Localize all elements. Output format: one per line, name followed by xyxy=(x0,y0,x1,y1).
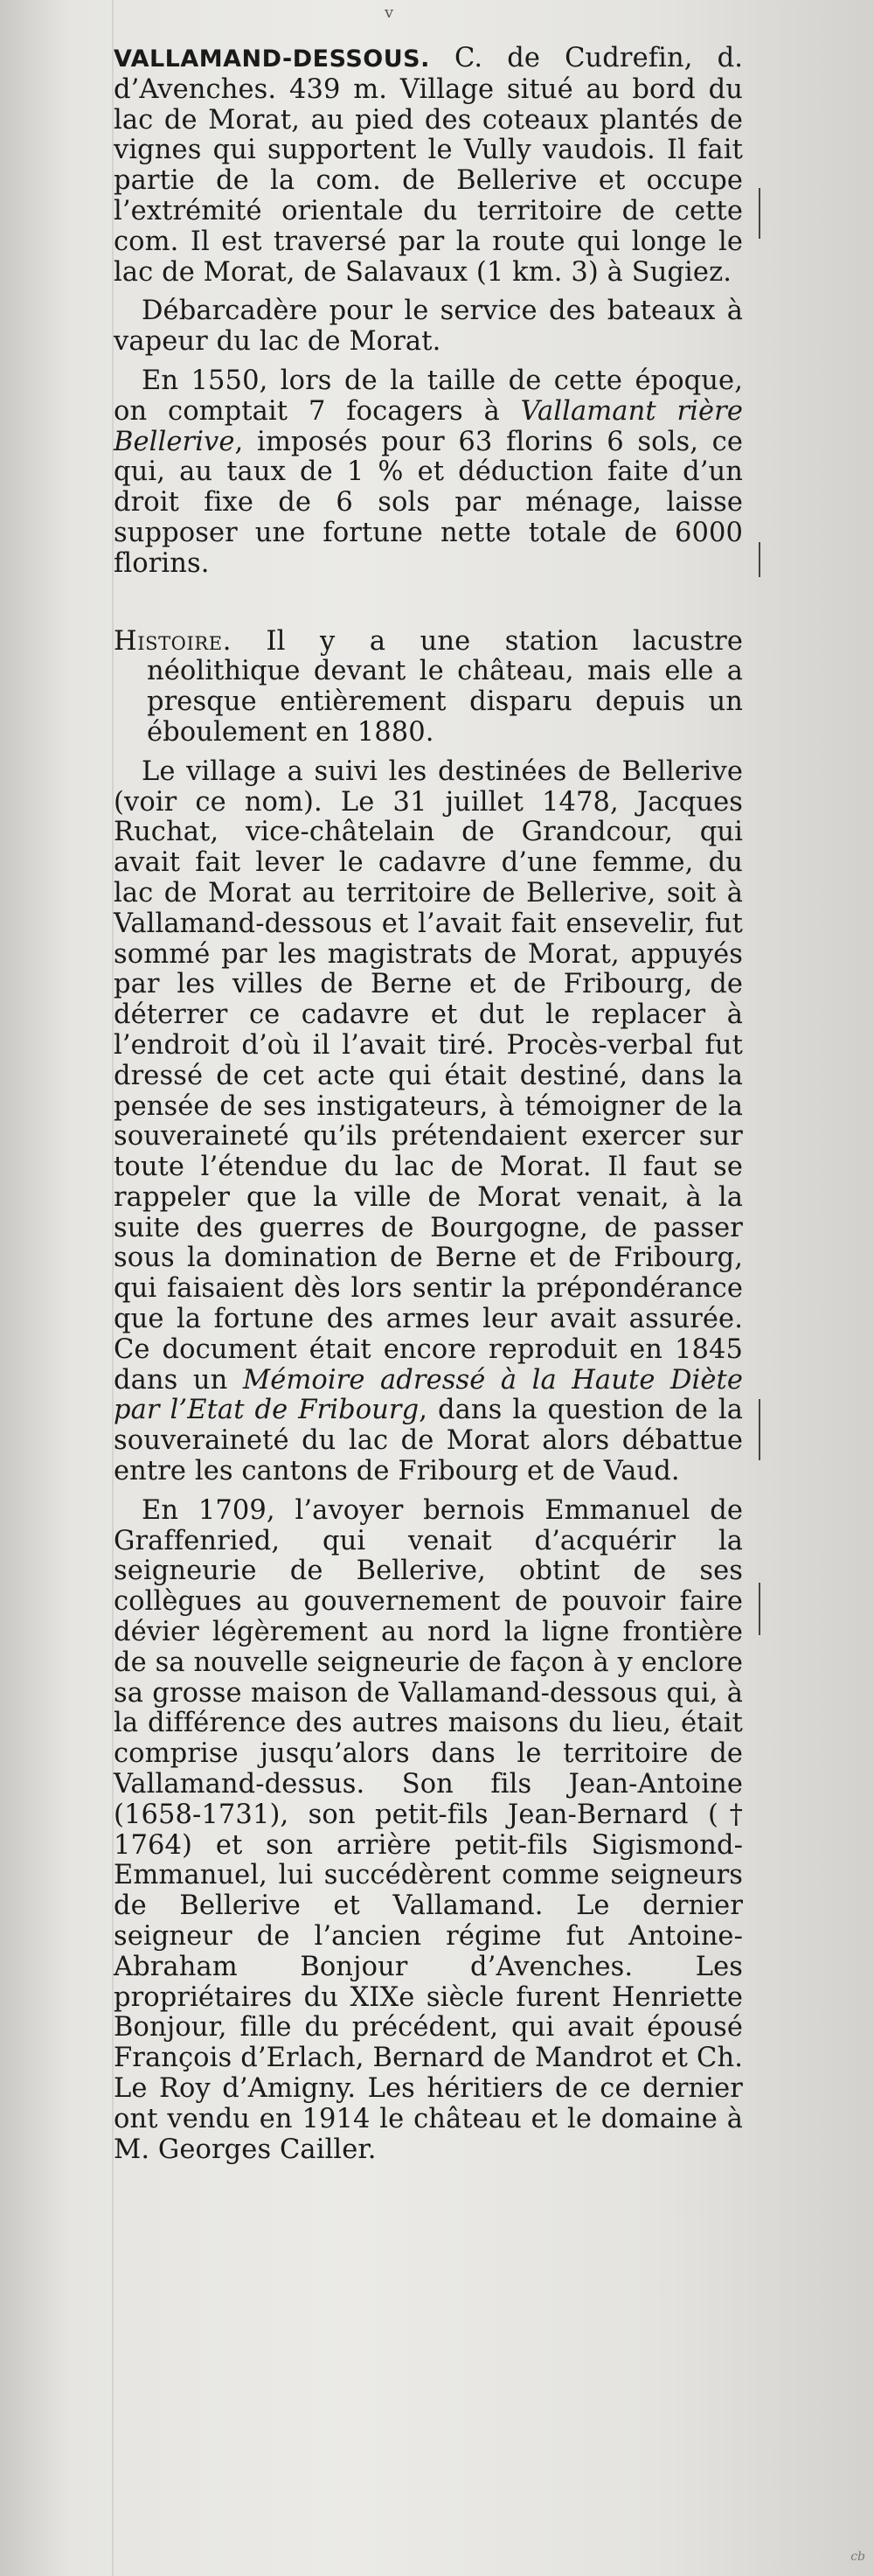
entry-paragraph-taille xyxy=(114,366,743,580)
entry-intro-paragraph xyxy=(114,44,743,288)
entry-p3-text-a: En 1550, lors de la taille de cette époque, on comptait 7 focagers à xyxy=(114,365,743,427)
histoire-p2-text-a: Le village a suivi les destinées de Bellerive (voir ce nom). Le 31 juillet 1478, Jacques Ruchat, vice-châtelain de Grandcour, qui avait fait lever le cadavre d’une femme, du lac de Morat au territoire de Bellerive, soit à Vallamand-dessous et l’avait fait ensevelir, fut sommé par les magistrats de Morat, appuyés par les villes de Berne et de Fribourg, de déterrer ce cadavre et dut le replacer à l’endroit d’où il l’avait tiré. Procès-verbal fut dressé de cet acte qui était destiné, dans la pensée de ses instigateurs, à témoigner de la souveraineté qu’ils prétendaient exercer sur toute l’étendue du lac de Morat. Il faut se rappeler que la ville de Morat venait, à la suite des guerres de Bourgogne, de passer sous la domination de Berne et de Fribourg, qui faisaient dès lors sentir la prépondérance que la fortune des armes leur avait assurée. Ce document était encore reproduit en 1845 dans un xyxy=(114,755,743,1396)
entry-headword: VALLAMAND-DESSOUS. xyxy=(114,45,430,73)
margin-bar-2 xyxy=(759,542,760,577)
histoire-title: Histoire. xyxy=(114,625,232,657)
top-page-mark: v xyxy=(385,3,394,22)
histoire-paragraph-2 xyxy=(114,757,743,1487)
entry-intro-text: C. de Cudrefin, d. d’Avenches. 439 m. Village situé au bord du lac de Morat, au pied des coteaux plantés de vignes qui supportent le Vully vaudois. Il fait partie de la com. de Bellerive et occupe l’extrémité orientale du territoire de cette com. Il est traversé par la route qui longe le lac de Morat, de Salavaux (1 km. 3) à Sugiez. xyxy=(114,43,744,288)
margin-bar-1 xyxy=(759,188,760,239)
entry-p3-text-b: , imposés pour 63 florins 6 sols, ce qui, au taux de 1 % et déduction faite d’un droit fixe de 6 sols par ménage, laisse supposer une fortune nette totale de 6000 florins. xyxy=(114,426,743,579)
dictionary-article xyxy=(114,44,743,2165)
histoire-p2-text-b: , dans la question de la souveraineté du lac de Morat alors débattue entre les cantons de Fribourg et de Vaud. xyxy=(114,1395,743,1487)
histoire-p2-italic: Mémoire adressé à la Haute Diète par l’Etat de Fribourg xyxy=(114,1364,744,1426)
histoire-p1-text: Il y a une station lacustre néolithique devant le château, mais elle a presque entièrement disparu depuis un éboulement en 1880. xyxy=(147,625,743,748)
corner-mark: cb xyxy=(850,2550,865,2564)
histoire-paragraph-3: En 1709, l’avoyer bernois Emmanuel de Graffenried, qui venait d’acquérir la seigneurie de Bellerive, obtint de ses collègues au gouvernement de pouvoir faire dévier légèrement au nord la ligne frontière de sa nouvelle seigneurie de façon à y enclore sa grosse maison de Vallamand-dessous qui, à la différence des autres maisons du lieu, était comprise jusqu’alors dans le territoire de Vallamand-dessus. Son fils Jean-Antoine (1658-1731), son petit-fils Jean-Bernard († 1764) et son arrière petit-fils Sigismond-Emmanuel, lui succédèrent comme seigneurs de Bellerive et Vallamand. Le dernier seigneur de l’ancien régime fut Antoine-Abraham Bonjour d’Avenches. Les propriétaires du XIXe siècle furent Henriette Bonjour, fille du précédent, qui avait épousé François d’Erlach, Bernard de Mandrot et Ch. Le Roy d’Amigny. Les héritiers de ce dernier ont vendu en 1914 le château et le domaine à M. Georges Cailler. xyxy=(114,1494,743,2165)
entry-p3-italic: Vallamant rière Bellerive xyxy=(114,395,743,457)
histoire-paragraph-1 xyxy=(114,627,743,748)
entry-paragraph-debarcadere: Débarcadère pour le service des bateaux à vapeur du lac de Morat. xyxy=(114,296,743,358)
margin-bar-4 xyxy=(759,1583,760,1635)
margin-bar-3 xyxy=(759,1399,760,1460)
